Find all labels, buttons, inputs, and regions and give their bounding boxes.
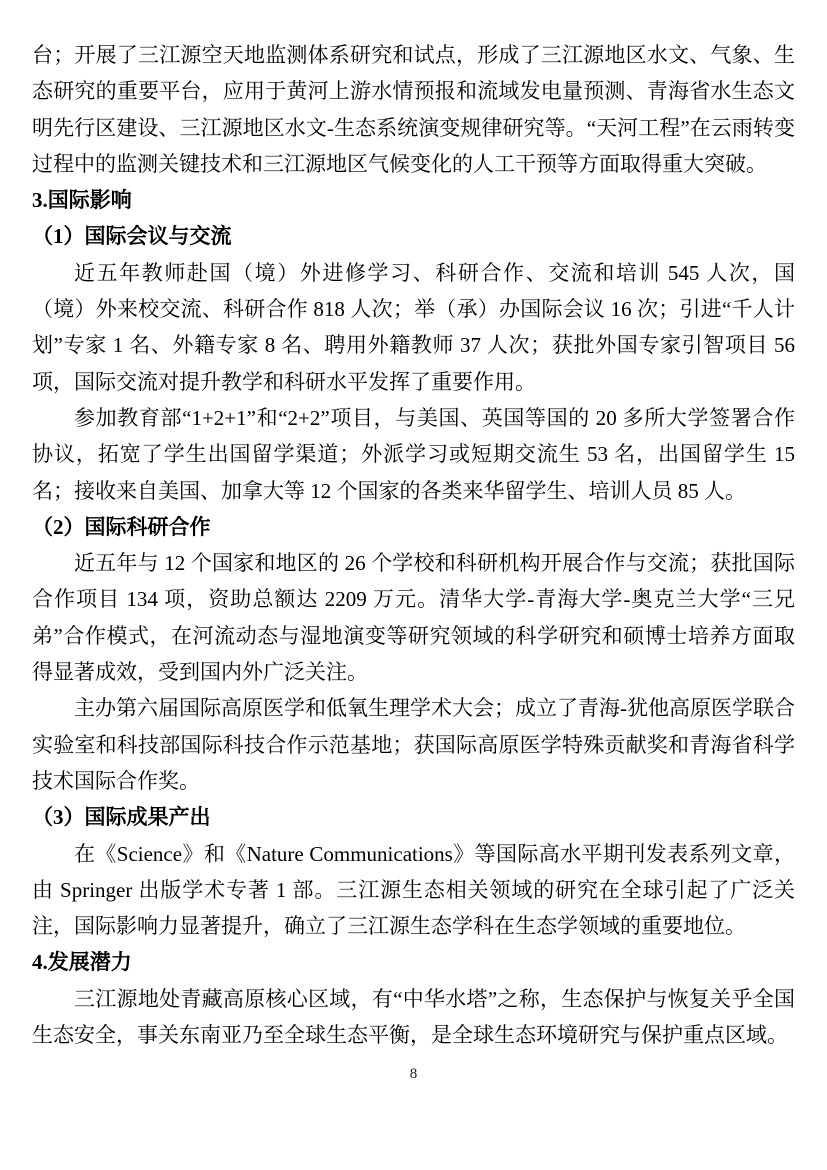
heading-international-research-output: （3）国际成果产出	[32, 805, 211, 830]
paragraph-high-altitude-medicine: 主办第六届国际高原医学和低氧生理学术大会；成立了青海-犹他高原医学联合实验室和科技部国际科技合作示范基地；获国际高原医学特殊贡献奖和青海省科学技术国际合作奖。	[32, 696, 795, 793]
paragraph-monitoring-platform-continuation: 台；开展了三江源空天地监测体系研究和试点，形成了三江源地区水文、气象、生态研究的重要平台，应用于黄河上游水情预报和流域发电量预测、青海省水生态文明先行区建设、三江源地区水文-生态系统演变规律研究等。“天河工程”在云雨转变过程中的监测关键技术和三江源地区气候变化的人工干预等方面取得重大突破。	[32, 43, 795, 176]
paragraph-cooperation-projects-funding: 近五年与 12 个国家和地区的 26 个学校和科研机构开展合作与交流；获批国际合作项目 134 项，资助总额达 2209 万元。清华大学-青海大学-奥克兰大学“三兄弟”合作模式，在河流动态与湿地演变等研究领域的科学研究和硕博士培养方面取得显著成效，受到国内外广泛关注。	[32, 551, 795, 685]
heading-development-potential: 4.发展潜力	[32, 950, 132, 975]
paragraph-publications-science-nature: 在《Science》和《Nature Communications》等国际高水平期刊发表系列文章，由 Springer 出版学术专著 1 部。三江源生态相关领域的研究在全球引起了广泛关注，国际影响力显著提升，确立了三江源生态学科在生态学领域的重要地位。	[32, 841, 795, 939]
heading-international-influence: 3.国际影响	[32, 188, 132, 213]
page-number: 8	[409, 1066, 418, 1082]
heading-international-conferences-exchange: （1）国际会议与交流	[32, 224, 232, 249]
paragraph-sanjiangyuan-ecological-importance: 三江源地处青藏高原核心区域，有“中华水塔”之称，生态保护与恢复关乎全国生态安全，事关东南亚乃至全球生态平衡，是全球生态环境研究与保护重点区域。	[32, 986, 795, 1048]
heading-international-research-cooperation: （2）国际科研合作	[32, 514, 211, 539]
paragraph-moe-programs-students: 参加教育部“1+2+1”和“2+2”项目，与美国、英国等国的 20 多所大学签署合作协议，拓宽了学生出国留学渠道；外派学习或短期交流生 53 名，出国留学生 15 名；接收来自美国、加拿大等 12 个国家的各类来华留学生、培训人员 85 人。	[32, 405, 795, 503]
paragraph-teacher-exchange-stats: 近五年教师赴国（境）外进修学习、科研合作、交流和培训 545 人次，国（境）外来校交流、科研合作 818 人次；举（承）办国际会议 16 次；引进“千人计划”专家 1 名、外籍专家 8 名、聘用外籍教师 37 人次；获批外国专家引智项目 56 项，国际交流对提升教学和科研水平发挥了重要作用。	[32, 260, 795, 394]
